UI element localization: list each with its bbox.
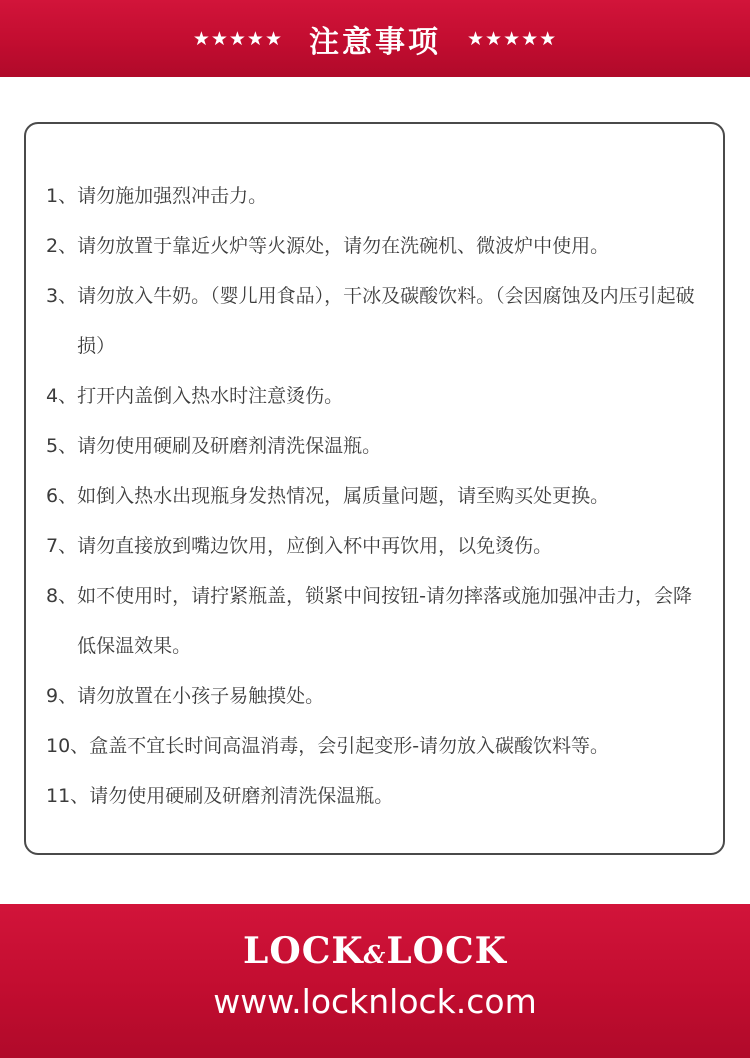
notice-text: 如倒入热水出现瓶身发热情况，属质量问题，请至购买处更换。 <box>77 485 610 507</box>
footer-banner <box>0 904 750 1058</box>
notice-item <box>46 171 706 221</box>
notice-number: 7、 <box>46 535 78 557</box>
website-url: www.locknlock.com <box>213 982 537 1021</box>
notice-number: 2、 <box>46 235 78 257</box>
notice-text: 请勿放置于靠近火炉等火源处，请勿在洗碗机、微波炉中使用。 <box>77 235 610 257</box>
notice-item <box>46 571 706 671</box>
notice-number: 10、 <box>46 735 90 757</box>
stars-right: ★★★★★ <box>467 27 558 50</box>
notice-number: 8、 <box>46 585 78 607</box>
notice-text: 请勿使用硬刷及研磨剂清洗保温瓶。 <box>77 435 382 457</box>
notice-list <box>46 171 706 821</box>
notice-text: 打开内盖倒入热水时注意烫伤。 <box>77 385 344 407</box>
notice-text: 请勿放入牛奶。（婴儿用食品），干冰及碳酸饮料。（会因腐蚀及内压引起破损） <box>77 285 695 357</box>
notice-number: 11、 <box>46 785 90 807</box>
notice-number: 9、 <box>46 685 78 707</box>
notice-number: 6、 <box>46 485 78 507</box>
notice-number: 3、 <box>46 285 78 307</box>
notice-text: 请勿放置在小孩子易触摸处。 <box>77 685 325 707</box>
notice-number: 5、 <box>46 435 78 457</box>
notice-number: 1、 <box>46 185 78 207</box>
header-banner <box>0 0 750 77</box>
stars-left: ★★★★★ <box>192 27 283 50</box>
notice-item <box>46 271 706 371</box>
notice-item <box>46 221 706 271</box>
brand-logo-amp: & <box>363 940 387 969</box>
notice-item <box>46 371 706 421</box>
brand-logo-right: LOCK <box>386 930 507 972</box>
page-title: 注意事项 <box>309 24 441 60</box>
notice-item <box>46 671 706 721</box>
notice-number: 4、 <box>46 385 78 407</box>
notice-box <box>24 122 725 855</box>
notice-text: 请勿使用硬刷及研磨剂清洗保温瓶。 <box>89 785 394 807</box>
brand-logo-left: LOCK <box>243 930 364 972</box>
notice-text: 如不使用时，请拧紧瓶盖，锁紧中间按钮-请勿摔落或施加强冲击力，会降低保温效果。 <box>77 585 692 657</box>
notice-item <box>46 471 706 521</box>
notice-text: 请勿施加强烈冲击力。 <box>77 185 268 207</box>
notice-item <box>46 421 706 471</box>
notice-item <box>46 721 706 771</box>
notice-text: 请勿直接放到嘴边饮用，应倒入杯中再饮用，以免烫伤。 <box>77 535 553 557</box>
notice-item <box>46 771 706 821</box>
notice-text: 盒盖不宜长时间高温消毒，会引起变形-请勿放入碳酸饮料等。 <box>89 735 610 757</box>
brand-logo <box>0 930 750 972</box>
notice-item <box>46 521 706 571</box>
